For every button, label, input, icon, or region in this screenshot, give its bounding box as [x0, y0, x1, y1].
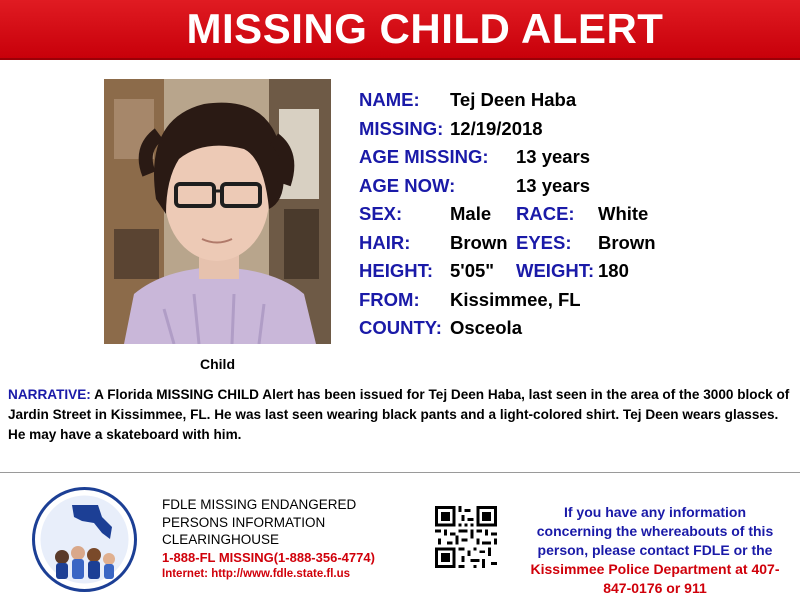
website-link[interactable]: Internet: http://www.fdle.state.fl.us — [162, 568, 351, 580]
narrative — [8, 385, 792, 445]
narrative-text: A Florida MISSING CHILD Alert has been issued for Tej Deen Haba, last seen in the area of the 3000 block of Jardin Street in Kissimmee, FL. He was last seen wearing black pants and a light-colored shirt. Tej Deen wears glasses. He may have a skateboard with him. — [8, 387, 790, 442]
height-label: HEIGHT: — [359, 260, 433, 281]
contact-line-3: person, please contact FDLE or the — [537, 542, 773, 558]
alert-banner — [0, 0, 800, 60]
sex-value: Male — [450, 203, 492, 224]
from-value: Kissimmee, FL — [450, 289, 581, 310]
age-missing-label: AGE MISSING: — [359, 146, 489, 167]
contact-line-2: concerning the whereabouts of this — [536, 523, 774, 539]
contact-line-4: Kissimmee Police Department at 407- — [530, 561, 780, 577]
photo-caption: Child — [200, 356, 235, 372]
race-value: White — [598, 203, 649, 224]
eyes-label: EYES: — [516, 232, 572, 253]
name-value: Tej Deen Haba — [450, 89, 577, 110]
contact-info — [514, 503, 796, 598]
qr-code[interactable] — [435, 506, 497, 568]
missing-label: MISSING: — [359, 118, 444, 139]
name-label: NAME: — [359, 89, 420, 110]
hotline-phone: 1-888-FL MISSING(1-888-356-4774) — [162, 550, 375, 565]
hair-label: HAIR: — [359, 232, 411, 253]
org-line-1: FDLE MISSING ENDANGERED — [162, 497, 357, 512]
org-line-3: CLEARINGHOUSE — [162, 532, 280, 547]
child-photo — [104, 79, 331, 344]
narrative-label: NARRATIVE: — [8, 387, 91, 402]
sex-label: SEX: — [359, 203, 403, 224]
clearinghouse-logo — [32, 487, 137, 592]
race-label: RACE: — [516, 203, 575, 224]
org-name — [162, 496, 422, 549]
contact-line-1: If you have any information — [563, 504, 747, 520]
alert-title: MISSING CHILD ALERT — [186, 5, 664, 52]
weight-value: 180 — [598, 260, 629, 281]
footer-divider — [0, 472, 800, 473]
from-label: FROM: — [359, 289, 420, 310]
org-line-2: PERSONS INFORMATION — [162, 514, 326, 530]
age-now-label: AGE NOW: — [359, 175, 456, 196]
weight-label: WEIGHT: — [516, 260, 595, 281]
contact-line-5: 847-0176 or 911 — [603, 580, 707, 596]
eyes-value: Brown — [598, 232, 656, 253]
missing-value: 12/19/2018 — [450, 118, 543, 139]
height-value: 5'05" — [450, 260, 495, 281]
hair-value: Brown — [450, 232, 508, 253]
age-now-value: 13 years — [516, 175, 591, 196]
county-value: Osceola — [450, 317, 522, 338]
county-label: COUNTY: — [359, 317, 442, 338]
age-missing-value: 13 years — [516, 146, 591, 167]
